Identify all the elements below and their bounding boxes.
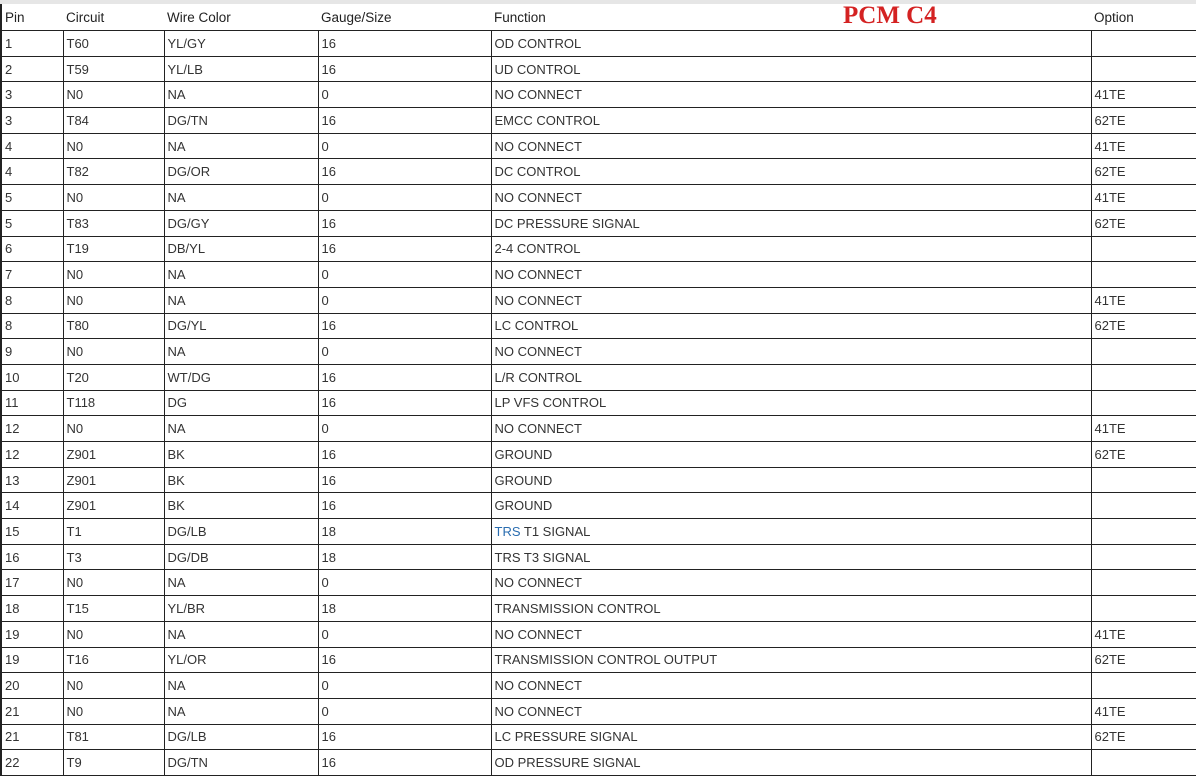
cell-gauge: 16 [318,364,491,390]
cell-gauge: 0 [318,133,491,159]
cell-pin: 16 [1,544,63,570]
cell-gauge: 16 [318,724,491,750]
cell-wire-color: NA [164,698,318,724]
cell-pin: 15 [1,519,63,545]
cell-wire-color: DG/LB [164,519,318,545]
table-row [1,647,1196,673]
table-row [1,750,1196,776]
cell-circuit: T83 [63,210,164,236]
cell-option: 41TE [1091,185,1196,211]
cell-function: LP VFS CONTROL [491,390,1091,416]
table-row [1,364,1196,390]
cell-circuit: N0 [63,416,164,442]
cell-pin: 11 [1,390,63,416]
header-wire-color: Wire Color [167,9,231,25]
cell-circuit: N0 [63,82,164,108]
cell-circuit: T82 [63,159,164,185]
cell-pin: 22 [1,750,63,776]
cell-wire-color: YL/LB [164,56,318,82]
cell-gauge: 16 [318,750,491,776]
header-function: Function [494,9,546,25]
cell-wire-color: BK [164,442,318,468]
cell-function: NO CONNECT [491,339,1091,365]
cell-option [1091,493,1196,519]
cell-wire-color: BK [164,493,318,519]
cell-gauge: 16 [318,467,491,493]
cell-wire-color: DB/YL [164,236,318,262]
header-option: Option [1094,9,1134,25]
cell-wire-color: DG/DB [164,544,318,570]
cell-function: NO CONNECT [491,262,1091,288]
cell-function: NO CONNECT [491,82,1091,108]
cell-option [1091,390,1196,416]
table-row [1,570,1196,596]
cell-function: NO CONNECT [491,570,1091,596]
cell-option: 41TE [1091,416,1196,442]
table-row [1,339,1196,365]
cell-gauge: 0 [318,82,491,108]
cell-pin: 6 [1,236,63,262]
cell-circuit: Z901 [63,442,164,468]
cell-pin: 1 [1,31,63,57]
cell-function: GROUND [491,442,1091,468]
cell-option: 62TE [1091,210,1196,236]
table-row [1,108,1196,134]
cell-circuit: Z901 [63,467,164,493]
cell-option: 41TE [1091,82,1196,108]
cell-option [1091,467,1196,493]
cell-function: NO CONNECT [491,416,1091,442]
cell-function: NO CONNECT [491,621,1091,647]
cell-wire-color: DG/OR [164,159,318,185]
cell-wire-color: BK [164,467,318,493]
cell-gauge: 18 [318,544,491,570]
cell-gauge: 16 [318,108,491,134]
cell-pin: 8 [1,313,63,339]
cell-circuit: T9 [63,750,164,776]
cell-gauge: 0 [318,570,491,596]
cell-pin: 18 [1,596,63,622]
cell-wire-color: NA [164,416,318,442]
cell-circuit: T3 [63,544,164,570]
cell-function [491,519,1091,545]
cell-circuit: N0 [63,185,164,211]
cell-function: UD CONTROL [491,56,1091,82]
cell-circuit: T19 [63,236,164,262]
table-row [1,416,1196,442]
cell-wire-color: DG/TN [164,108,318,134]
cell-wire-color: DG/YL [164,313,318,339]
cell-gauge: 16 [318,210,491,236]
cell-pin: 5 [1,185,63,211]
cell-circuit: T60 [63,31,164,57]
table-row [1,544,1196,570]
cell-function: EMCC CONTROL [491,108,1091,134]
table-row [1,673,1196,699]
cell-function: DC CONTROL [491,159,1091,185]
header-row [1,4,1196,31]
cell-gauge: 0 [318,673,491,699]
cell-wire-color: YL/BR [164,596,318,622]
table-row [1,236,1196,262]
cell-gauge: 16 [318,390,491,416]
cell-circuit: N0 [63,133,164,159]
table-row [1,159,1196,185]
cell-circuit: T20 [63,364,164,390]
cell-gauge: 0 [318,339,491,365]
cell-function: TRS T3 SIGNAL [491,544,1091,570]
cell-option [1091,262,1196,288]
cell-wire-color: DG/TN [164,750,318,776]
cell-option [1091,673,1196,699]
cell-function: NO CONNECT [491,698,1091,724]
cell-function: DC PRESSURE SIGNAL [491,210,1091,236]
cell-wire-color: NA [164,185,318,211]
cell-option: 41TE [1091,621,1196,647]
cell-pin: 9 [1,339,63,365]
header-circuit: Circuit [66,9,105,25]
table-row [1,442,1196,468]
cell-wire-color: NA [164,287,318,313]
cell-wire-color: NA [164,570,318,596]
cell-wire-color: NA [164,133,318,159]
cell-option: 62TE [1091,159,1196,185]
table-row [1,698,1196,724]
cell-wire-color: WT/DG [164,364,318,390]
cell-option: 41TE [1091,287,1196,313]
table-row [1,519,1196,545]
cell-pin: 7 [1,262,63,288]
cell-circuit: N0 [63,339,164,365]
cell-pin: 12 [1,442,63,468]
cell-function: OD PRESSURE SIGNAL [491,750,1091,776]
cell-wire-color: YL/OR [164,647,318,673]
cell-gauge: 0 [318,185,491,211]
table-row [1,467,1196,493]
cell-circuit: T59 [63,56,164,82]
cell-option: 62TE [1091,108,1196,134]
cell-option: 62TE [1091,647,1196,673]
cell-pin: 3 [1,108,63,134]
table-row [1,262,1196,288]
cell-gauge: 0 [318,698,491,724]
cell-gauge: 16 [318,442,491,468]
cell-pin: 19 [1,647,63,673]
cell-gauge: 0 [318,416,491,442]
header-pin: Pin [1,4,63,31]
function-text: T1 SIGNAL [520,523,591,539]
cell-pin: 4 [1,159,63,185]
cell-circuit: T16 [63,647,164,673]
cell-wire-color: NA [164,339,318,365]
cell-gauge: 0 [318,621,491,647]
cell-option [1091,364,1196,390]
cell-option [1091,236,1196,262]
cell-gauge: 0 [318,287,491,313]
cell-function: TRANSMISSION CONTROL OUTPUT [491,647,1091,673]
cell-function: NO CONNECT [491,287,1091,313]
cell-circuit: T81 [63,724,164,750]
cell-option: 41TE [1091,133,1196,159]
cell-circuit: Z901 [63,493,164,519]
cell-circuit: N0 [63,673,164,699]
cell-pin: 21 [1,698,63,724]
cell-gauge: 18 [318,519,491,545]
cell-circuit: T84 [63,108,164,134]
pinout-table [0,4,1196,776]
cell-circuit: T80 [63,313,164,339]
cell-option [1091,544,1196,570]
table-row [1,596,1196,622]
cell-pin: 2 [1,56,63,82]
cell-circuit: N0 [63,621,164,647]
table-row [1,621,1196,647]
cell-option [1091,56,1196,82]
cell-function: GROUND [491,493,1091,519]
cell-function: GROUND [491,467,1091,493]
cell-gauge: 16 [318,159,491,185]
cell-function: NO CONNECT [491,673,1091,699]
cell-wire-color: DG/LB [164,724,318,750]
cell-pin: 3 [1,82,63,108]
cell-option [1091,570,1196,596]
cell-wire-color: DG/GY [164,210,318,236]
cell-option [1091,519,1196,545]
cell-pin: 4 [1,133,63,159]
cell-pin: 20 [1,673,63,699]
cell-function: LC CONTROL [491,313,1091,339]
cell-circuit: T1 [63,519,164,545]
cell-pin: 14 [1,493,63,519]
cell-circuit: T15 [63,596,164,622]
table-row [1,82,1196,108]
cell-function: NO CONNECT [491,185,1091,211]
cell-pin: 5 [1,210,63,236]
cell-function: TRANSMISSION CONTROL [491,596,1091,622]
cell-option: 62TE [1091,724,1196,750]
cell-gauge: 16 [318,31,491,57]
cell-gauge: 16 [318,493,491,519]
cell-pin: 10 [1,364,63,390]
table-row [1,31,1196,57]
trs-link[interactable]: TRS [494,523,521,539]
cell-gauge: 16 [318,56,491,82]
cell-pin: 19 [1,621,63,647]
cell-gauge: 16 [318,647,491,673]
cell-function: L/R CONTROL [491,364,1091,390]
cell-function: NO CONNECT [491,133,1091,159]
cell-wire-color: NA [164,82,318,108]
table-row [1,390,1196,416]
header-gauge: Gauge/Size [321,9,392,25]
cell-pin: 8 [1,287,63,313]
cell-pin: 12 [1,416,63,442]
cell-wire-color: NA [164,673,318,699]
cell-option: 62TE [1091,442,1196,468]
cell-circuit: T118 [63,390,164,416]
cell-circuit: N0 [63,262,164,288]
table-row [1,133,1196,159]
cell-function: LC PRESSURE SIGNAL [491,724,1091,750]
table-row [1,210,1196,236]
table-row [1,313,1196,339]
cell-gauge: 0 [318,262,491,288]
cell-wire-color: YL/GY [164,31,318,57]
cell-wire-color: DG [164,390,318,416]
cell-option [1091,339,1196,365]
cell-gauge: 16 [318,313,491,339]
table-row [1,493,1196,519]
cell-option [1091,750,1196,776]
table-row [1,287,1196,313]
cell-pin: 13 [1,467,63,493]
cell-function: OD CONTROL [491,31,1091,57]
table-row [1,724,1196,750]
cell-option [1091,31,1196,57]
cell-function: 2-4 CONTROL [491,236,1091,262]
table-row [1,56,1196,82]
cell-circuit: N0 [63,698,164,724]
cell-wire-color: NA [164,621,318,647]
cell-circuit: N0 [63,287,164,313]
table-row [1,185,1196,211]
cell-option: 62TE [1091,313,1196,339]
cell-circuit: N0 [63,570,164,596]
cell-option [1091,596,1196,622]
connector-title: PCM C4 [843,2,937,29]
cell-gauge: 16 [318,236,491,262]
cell-pin: 21 [1,724,63,750]
cell-gauge: 18 [318,596,491,622]
cell-wire-color: NA [164,262,318,288]
cell-option: 41TE [1091,698,1196,724]
cell-pin: 17 [1,570,63,596]
